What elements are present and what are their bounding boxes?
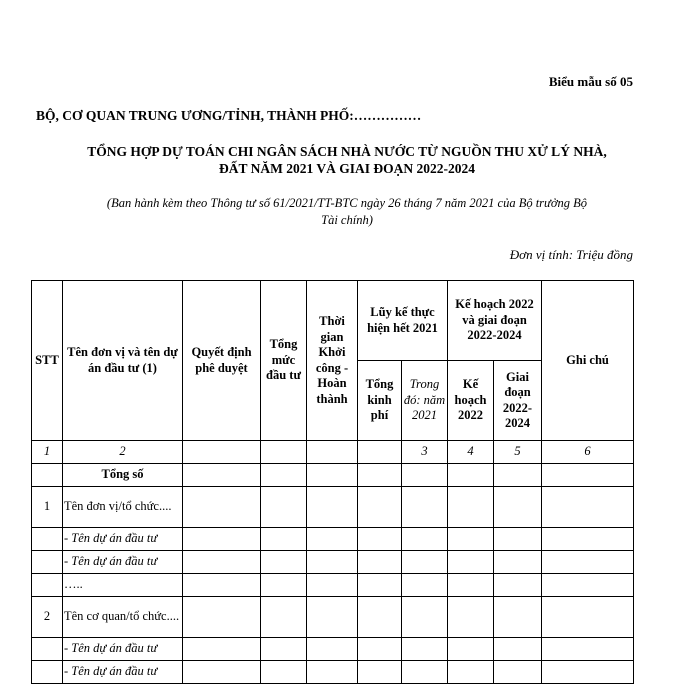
empty-cell <box>494 464 542 487</box>
empty-cell <box>307 638 358 661</box>
empty-cell <box>542 638 634 661</box>
col-number: 3 <box>402 441 448 464</box>
title-line-1: TỔNG HỢP DỰ TOÁN CHI NGÂN SÁCH NHÀ NƯỚC TỪ NGUỒN THU XỬ LÝ NHÀ, <box>87 144 607 159</box>
row-name: - Tên dự án đầu tư <box>63 528 183 551</box>
empty-cell <box>402 528 448 551</box>
row-name: - Tên dự án đầu tư <box>63 638 183 661</box>
empty-cell <box>183 638 261 661</box>
empty-cell <box>32 464 63 487</box>
empty-cell <box>261 597 307 638</box>
table-row <box>32 487 634 528</box>
empty-cell <box>448 487 494 528</box>
empty-cell <box>448 661 494 684</box>
col-number <box>183 441 261 464</box>
empty-cell <box>448 638 494 661</box>
empty-cell <box>307 464 358 487</box>
empty-cell <box>542 574 634 597</box>
empty-cell <box>448 528 494 551</box>
document-title <box>30 143 664 177</box>
empty-cell <box>542 551 634 574</box>
header-decision: Quyết định phê duyệt <box>183 281 261 441</box>
total-label: Tổng số <box>63 464 183 487</box>
empty-cell <box>261 487 307 528</box>
header-stt: STT <box>32 281 63 441</box>
table-row <box>32 661 634 684</box>
empty-cell <box>307 487 358 528</box>
empty-cell <box>358 464 402 487</box>
empty-cell <box>494 551 542 574</box>
empty-cell <box>183 551 261 574</box>
note-line-1: (Ban hành kèm theo Thông tư số 61/2021/TT-BTC ngày 26 tháng 7 năm 2021 của Bộ trưởng Bộ <box>106 196 588 210</box>
col-number <box>307 441 358 464</box>
empty-cell <box>402 574 448 597</box>
col-number <box>358 441 402 464</box>
empty-cell <box>358 597 402 638</box>
unit-label: Đơn vị tính: Triệu đồng <box>509 247 633 262</box>
empty-cell <box>448 551 494 574</box>
empty-cell <box>358 638 402 661</box>
empty-cell <box>542 464 634 487</box>
empty-cell <box>358 528 402 551</box>
header-plan-period: Giai đoạn 2022-2024 <box>494 361 542 441</box>
row-stt <box>32 551 63 574</box>
empty-cell <box>448 597 494 638</box>
empty-cell <box>183 487 261 528</box>
empty-cell <box>261 464 307 487</box>
agency-line: BỘ, CƠ QUAN TRUNG ƯƠNG/TỈNH, THÀNH PHỐ:…………… <box>36 108 422 123</box>
table-row <box>32 528 634 551</box>
col-number: 4 <box>448 441 494 464</box>
note-line-2: Tài chính) <box>321 213 373 227</box>
empty-cell <box>494 528 542 551</box>
header-notes: Ghi chú <box>542 281 634 441</box>
empty-cell <box>183 528 261 551</box>
empty-cell <box>307 597 358 638</box>
row-name: Tên cơ quan/tổ chức.... <box>63 597 183 638</box>
row-name: ….. <box>63 574 183 597</box>
empty-cell <box>402 464 448 487</box>
col-number: 2 <box>63 441 183 464</box>
empty-cell <box>448 464 494 487</box>
row-stt: 1 <box>32 487 63 528</box>
empty-cell <box>307 574 358 597</box>
empty-cell <box>307 528 358 551</box>
empty-cell <box>358 551 402 574</box>
col-number: 6 <box>542 441 634 464</box>
empty-cell <box>494 638 542 661</box>
header-total-investment: Tổng mức đầu tư <box>261 281 307 441</box>
empty-cell <box>542 528 634 551</box>
empty-cell <box>494 487 542 528</box>
header-cumulative: Lũy kế thực hiện hết 2021 <box>358 281 448 361</box>
empty-cell <box>542 661 634 684</box>
empty-cell <box>183 464 261 487</box>
header-cumulative-total: Tổng kinh phí <box>358 361 402 441</box>
empty-cell <box>261 528 307 551</box>
header-name: Tên đơn vị và tên dự án đầu tư (1) <box>63 281 183 441</box>
empty-cell <box>402 597 448 638</box>
empty-cell <box>402 551 448 574</box>
header-plan-2022: Kế hoạch 2022 <box>448 361 494 441</box>
row-name: Tên đơn vị/tổ chức.... <box>63 487 183 528</box>
column-number-row <box>32 441 634 464</box>
empty-cell <box>358 574 402 597</box>
empty-cell <box>448 574 494 597</box>
row-stt <box>32 661 63 684</box>
empty-cell <box>183 597 261 638</box>
empty-cell <box>494 574 542 597</box>
empty-cell <box>402 638 448 661</box>
table-row <box>32 551 634 574</box>
total-row <box>32 464 634 487</box>
empty-cell <box>542 487 634 528</box>
table-row <box>32 574 634 597</box>
row-name: - Tên dự án đầu tư <box>63 661 183 684</box>
empty-cell <box>307 661 358 684</box>
empty-cell <box>542 597 634 638</box>
header-plan: Kế hoạch 2022 và giai đoạn 2022-2024 <box>448 281 542 361</box>
col-number: 5 <box>494 441 542 464</box>
empty-cell <box>358 661 402 684</box>
empty-cell <box>183 661 261 684</box>
header-time: Thời gian Khởi công - Hoàn thành <box>307 281 358 441</box>
budget-table <box>31 280 634 684</box>
empty-cell <box>494 597 542 638</box>
empty-cell <box>261 574 307 597</box>
table-row <box>32 638 634 661</box>
empty-cell <box>261 661 307 684</box>
row-stt <box>32 528 63 551</box>
empty-cell <box>358 487 402 528</box>
empty-cell <box>402 487 448 528</box>
empty-cell <box>307 551 358 574</box>
form-number: Biểu mẫu số 05 <box>548 74 633 89</box>
title-line-2: ĐẤT NĂM 2021 VÀ GIAI ĐOẠN 2022-2024 <box>218 161 475 176</box>
empty-cell <box>402 661 448 684</box>
empty-cell <box>261 638 307 661</box>
row-stt: 2 <box>32 597 63 638</box>
empty-cell <box>261 551 307 574</box>
empty-cell <box>494 661 542 684</box>
col-number <box>261 441 307 464</box>
row-stt <box>32 574 63 597</box>
issuance-note <box>30 195 664 229</box>
row-name: - Tên dự án đầu tư <box>63 551 183 574</box>
table-row <box>32 597 634 638</box>
col-number: 1 <box>32 441 63 464</box>
row-stt <box>32 638 63 661</box>
empty-cell <box>183 574 261 597</box>
header-cumulative-of-which: Trong đó: năm 2021 <box>402 361 448 441</box>
